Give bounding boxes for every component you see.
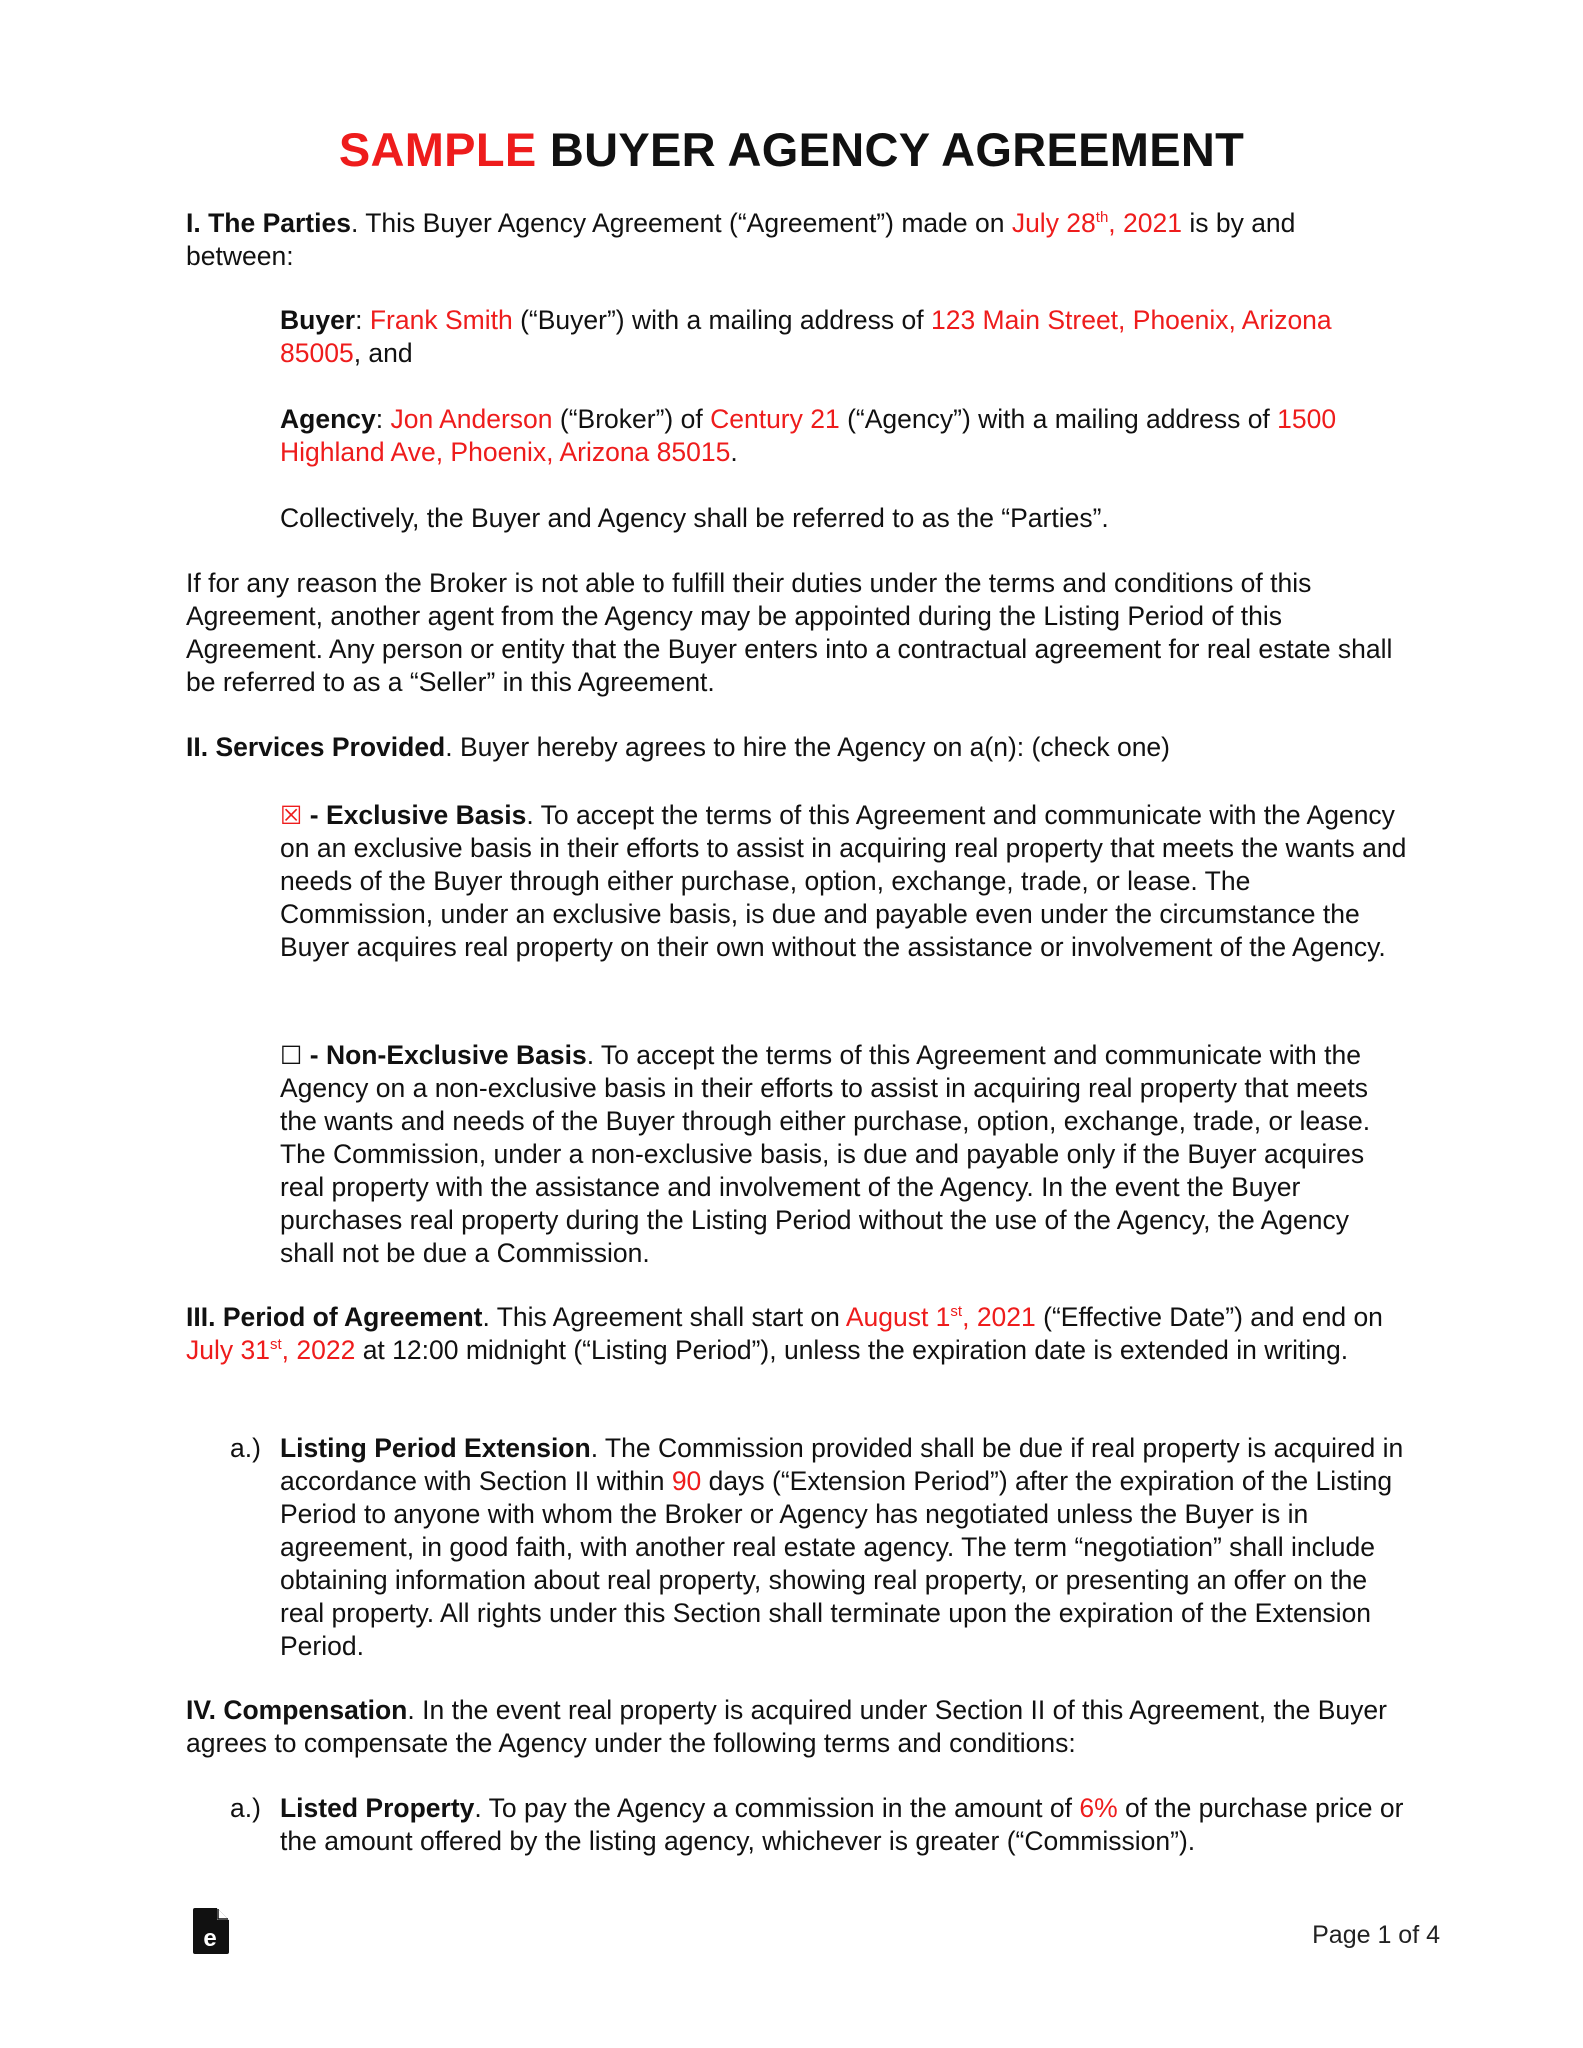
commission-percent: 6% xyxy=(1079,1793,1118,1823)
start-date-year: , 2021 xyxy=(962,1302,1036,1332)
extension-heading: Listing Period Extension xyxy=(280,1433,591,1463)
end-date-sup: st xyxy=(269,1336,282,1353)
svg-text:e: e xyxy=(203,1925,217,1952)
section-period-heading: III. Period of Agreement xyxy=(186,1302,483,1332)
listed-property-heading: Listed Property xyxy=(280,1793,475,1823)
text: . This Buyer Agency Agreement (“Agreement”) made on xyxy=(350,208,1012,238)
agency-label: Agency xyxy=(280,404,376,434)
text: (“Broker”) of xyxy=(552,404,711,434)
extension-days: 90 xyxy=(671,1466,702,1496)
nonexclusive-checkbox[interactable]: ☐ xyxy=(280,1041,303,1070)
eforms-logo-icon xyxy=(193,1908,229,1954)
section-compensation xyxy=(186,1694,1406,1760)
text: . To accept the terms of this Agreement and communicate with the Agency on an exclusive basis in their efforts to assist in acquiring real property that meets the wants and needs of the Buyer through either purchase, option, exchange, trade, or lease. The Commission, under an exclusive basis, is due and payable even under the circumstance the Buyer acquires real property on their own without the assistance or involvement of the Agency. xyxy=(280,800,1407,962)
text: of the purchase price or the amount offered by the listing agency, whichever is greater (“Commission”). xyxy=(280,1793,1404,1856)
nonexclusive-label: Non-Exclusive Basis xyxy=(325,1040,587,1070)
text: . This Agreement shall start on xyxy=(482,1302,846,1332)
end-date-main: July 31 xyxy=(186,1335,270,1365)
text: . Buyer hereby agrees to hire the Agency on a(n): (check one) xyxy=(445,732,1170,762)
text: . To accept the terms of this Agreement and communicate with the Agency on a non-exclusive basis in their efforts to assist in acquiring real property that meets the wants and needs of the Buyer through either purchase, option, exchange, trade, or lease. The Commission, under a non-exclusive basis, is due and payable only if the Buyer acquires real property with the assistance and involvement of the Agency. In the event the Buyer purchases real property during the Listing Period without the use of the Agency, the Agency shall not be due a Commission. xyxy=(280,1040,1371,1268)
list-marker: a.) xyxy=(230,1433,261,1463)
collectively-paragraph: Collectively, the Buyer and Agency shall be referred to as the “Parties”. xyxy=(280,503,1109,533)
extension-item xyxy=(230,1432,1410,1663)
agreement-date-year: , 2021 xyxy=(1108,208,1182,238)
section-parties xyxy=(186,207,1406,273)
end-date xyxy=(186,1335,355,1365)
text: (“Buyer”) with a mailing address of xyxy=(512,305,931,335)
section-compensation-heading: IV. Compensation xyxy=(186,1695,408,1725)
text: at 12:00 midnight (“Listing Period”), unless the expiration date is extended in writing. xyxy=(355,1335,1349,1365)
exclusive-option xyxy=(280,799,1410,964)
text: . The Commission provided shall be due if real property is acquired in accordance with Section II within xyxy=(280,1433,1404,1496)
text: , and xyxy=(353,338,413,368)
section-services xyxy=(186,731,1406,764)
text: - xyxy=(302,800,326,830)
listed-property-item xyxy=(230,1792,1410,1858)
agreement-date xyxy=(1012,208,1182,238)
title-main: BUYER AGENCY AGREEMENT xyxy=(549,123,1245,176)
text: . xyxy=(730,437,738,467)
section-parties-heading: I. The Parties xyxy=(186,208,351,238)
agreement-date-sup: th xyxy=(1095,209,1109,226)
text: . In the event real property is acquired under Section II of this Agreement, the Buyer agrees to compensate the Agency under the following terms and conditions: xyxy=(186,1695,1387,1758)
section-services-heading: II. Services Provided xyxy=(186,732,446,762)
text: is by and between: xyxy=(186,208,1296,271)
title-sample: SAMPLE xyxy=(338,123,537,176)
text: (“Agency”) with a mailing address of xyxy=(839,404,1278,434)
buyer-address: 123 Main Street, Phoenix, Arizona 85005 xyxy=(280,305,1332,368)
buyer-label: Buyer xyxy=(280,305,356,335)
exclusive-checkbox[interactable]: ☒ xyxy=(280,801,303,830)
section-period xyxy=(186,1301,1406,1367)
text: : xyxy=(375,404,391,434)
agency-address: 1500 Highland Ave, Phoenix, Arizona 85015 xyxy=(280,404,1337,467)
start-date-main: August 1 xyxy=(845,1302,951,1332)
start-date-sup: st xyxy=(950,1303,963,1320)
start-date xyxy=(846,1302,1036,1332)
buyer-paragraph xyxy=(280,304,1410,370)
end-date-year: , 2022 xyxy=(281,1335,356,1365)
page-number: Page 1 of 4 xyxy=(1312,1921,1440,1949)
list-marker: a.) xyxy=(230,1793,261,1823)
broker-paragraph: If for any reason the Broker is not able to fulfill their duties under the terms and conditions of this Agreement, another agent from the Agency may be appointed during the Listing Period of this Agreement. Any person or entity that the Buyer enters into a contractual agreement for real estate shall be referred to as a “Seller” in this Agreement. xyxy=(186,568,1393,697)
exclusive-label: Exclusive Basis xyxy=(325,800,527,830)
text: days (“Extension Period”) after the expiration of the Listing Period to anyone with whom the Broker or Agency has negotiated unless the Buyer is in agreement, in good faith, with another real estate agency. The term “negotiation” shall include obtaining information about real property, showing real property, or presenting an offer on the real property. All rights under this Section shall terminate upon the expiration of the Extension Period. xyxy=(280,1466,1393,1661)
text: (“Effective Date”) and end on xyxy=(1035,1302,1383,1332)
broker-name: Jon Anderson xyxy=(390,404,553,434)
agency-paragraph xyxy=(280,403,1410,469)
buyer-name: Frank Smith xyxy=(369,305,513,335)
text: : xyxy=(355,305,370,335)
agreement-date-main: July 28 xyxy=(1011,208,1096,238)
document-title xyxy=(0,122,1583,177)
text: . To pay the Agency a commission in the amount of xyxy=(474,1793,1080,1823)
text: - xyxy=(302,1040,326,1070)
agency-company: Century 21 xyxy=(710,404,840,434)
nonexclusive-option xyxy=(280,1039,1410,1270)
